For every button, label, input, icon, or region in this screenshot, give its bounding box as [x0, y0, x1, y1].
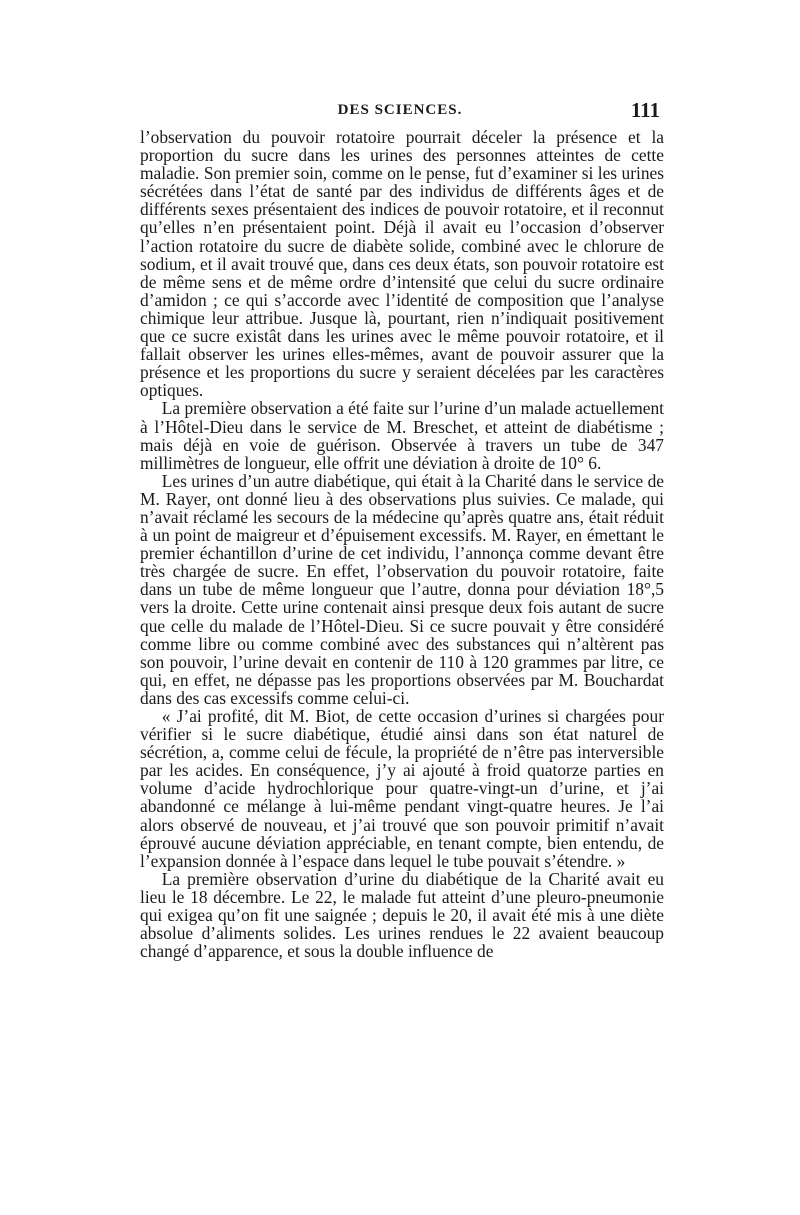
page-number: 111: [630, 98, 660, 122]
paragraph-3: Les urines d’un autre diabétique, qui était à la Charité dans le service de M. Rayer, ont donné lieu à des observations plus suivies. Ce malade, qui n’avait réclamé les secours de la médecine qu’après quatre ans, était réduit à un point de maigreur et d’épuisement excessifs. M. Rayer, en émettant le premier échantillon d’urine de cet individu, l’annonça comme devant être très chargée de sucre. En effet, l’observation du pouvoir rotatoire, faite dans un tube de même longueur que l’autre, donna pour déviation 18°,5 vers la droite. Cette urine contenait ainsi presque deux fois autant de sucre que celle du malade de l’Hôtel-Dieu. Si ce sucre pouvait y être considéré comme libre ou comme combiné avec des substances qui n’altèrent pas son pouvoir, l’urine devait en contenir de 110 à 120 grammes par litre, ce qui, en effet, ne dépasse pas les proportions observées par M. Bouchardat dans des cas excessifs comme celui-ci.: [140, 470, 664, 708]
paragraph-5: La première observation d’urine du diabétique de la Charité avait eu lieu le 18 décembre. Le 22, le malade fut atteint d’une pleuro-pneumonie qui exigea qu’on fit une saignée ; depuis le 20, il avait été mis à une diète absolue d’aliments solides. Les urines rendues le 22 avaient beaucoup changé d’apparence, et sous la double influence de: [140, 868, 664, 962]
paragraph-1: l’observation du pouvoir rotatoire pourrait déceler la présence et la proportion du sucre dans les urines des personnes atteintes de cette maladie. Son premier soin, comme on le pense, fut d’examiner si les urines sécrétées dans l’état de santé par des individus de différents âges et de différents sexes présentaient des indices de pouvoir rotatoire, et il reconnut qu’elles n’en présentaient point. Déjà il avait eu l’occasion d’observer l’action rotatoire du sucre de diabète solide, combiné avec le chlorure de sodium, et il avait trouvé que, dans ces deux états, son pouvoir rotatoire est de même sens et de même ordre d’intensité que celui du sucre ordinaire d’amidon ; ce qui s’accorde avec l’identité de composition que l’analyse chimique leur attribue. Jusque là, pourtant, rien n’indiquait positivement que ce sucre existât dans les urines avec le même pouvoir rotatoire, et il fallait observer les urines elles-mêmes, avant de pouvoir assurer que la présence et les proportions du sucre y seraient décelées par les caractères optiques.: [140, 127, 664, 401]
paragraph-2: La première observation a été faite sur l’urine d’un malade actuellement à l’Hôtel-Dieu dans le service de M. Breschet, et atteint de diabétisme ; mais déjà en voie de guérison. Observée à travers un tube de 347 millimètres de longueur, elle offrit une déviation à droite de 10° 6.: [140, 398, 664, 473]
body-text: [140, 128, 664, 960]
running-title: DES SCIENCES.: [337, 102, 463, 118]
paragraph-4: « J’ai profité, dit M. Biot, de cette occasion d’urines si chargées pour vérifier si le sucre diabétique, étudié ainsi dans son état naturel de sécrétion, a, comme celui de fécule, la propriété de n’être pas interversible par les acides. En conséquence, j’y ai ajouté à froid quatorze parties en volume d’acide hydrochlorique pour quatre-vingt-un d’urine, et j’ai abandonné ce mélange à lui-même pendant vingt-quatre heures. Je l’ai alors observé de nouveau, et j’ai trouvé que son pouvoir primitif n’avait éprouvé aucune déviation appréciable, en tenant compte, bien entendu, de l’expansion donnée à l’espace dans lequel le tube pouvait s’étendre. »: [140, 706, 664, 871]
running-head: [140, 98, 660, 124]
